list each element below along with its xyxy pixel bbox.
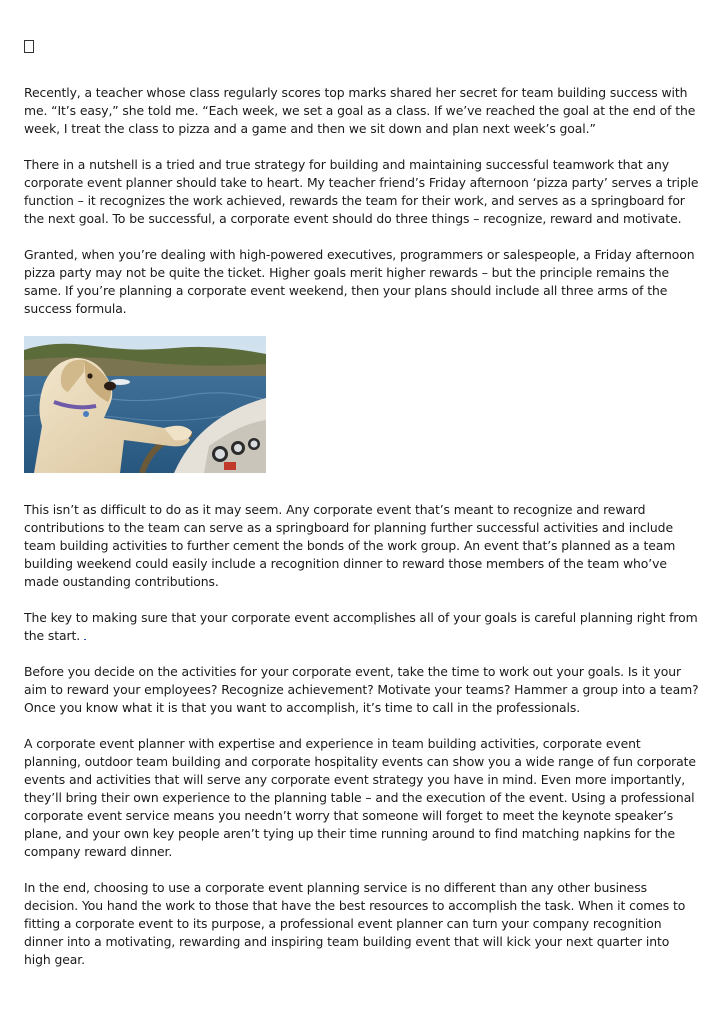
paragraph-planner-expertise: A corporate event planner with expertise and experience in team building activities, corporate event planning, outdoor team building and corporate hospitality events can show you a wide range of fun corporate events and activities that will serve any corporate event strategy you have in mind. Even more importantly, they’ll bring their own experience to the planning table – and the execution of the event. Using a professional corporate event service means you needn’t worry that someone will forget to meet the keynote speaker’s plane, and your own key people aren’t tying up their time running around to find matching napkins for the company reward dinner. xyxy=(24,736,696,859)
inline-link[interactable] xyxy=(84,639,86,640)
missing-glyph-icon xyxy=(24,40,34,53)
paragraph-teacher-story: Recently, a teacher whose class regularly scores top marks shared her secret for team building success with me. “It’s easy,” she told me. “Each week, we set a goal as a class. If we’ve reached the goal at the end of the week, I treat the class to pizza and a game and then we sit down and plan next week’s goal.” xyxy=(24,85,696,136)
paragraph-goals: Before you decide on the activities for your corporate event, take the time to work out your goals. Is it your aim to reward your employees? Recognize achievement? Motivate your teams? Hammer a group into a team? Once you know what it is that you want to accomplish, it’s time to call in the professionals. xyxy=(24,664,699,715)
paragraph-key-planning xyxy=(24,609,699,645)
paragraph-nutshell: There in a nutshell is a tried and true strategy for building and maintaining successful teamwork that any corporate event planner should take to heart. My teacher friend’s Friday afternoon ‘pizza party’ serves a triple function – it recognizes the work achieved, rewards the team for their work, and serves as a springboard for the next goal. To be successful, a corporate event should do three things – recognize, reward and motivate. xyxy=(24,157,699,226)
key-paragraph-text: The key to making sure that your corporate event accomplishes all of your goals is careful planning right from the start. xyxy=(24,610,698,643)
article xyxy=(24,40,699,987)
paragraph-in-the-end: In the end, choosing to use a corporate event planning service is no different than any other business decision. You hand the work to those that have the best resources to accomplish the task. When it comes to fitting a corporate event to its purpose, a professional event planner can turn your company recognition dinner into a motivating, rewarding and inspiring team building event that will kick your next quarter into high gear. xyxy=(24,880,686,967)
dog-driving-boat-photo xyxy=(24,336,266,473)
paragraph-springboard: This isn’t as difficult to do as it may seem. Any corporate event that’s meant to recognize and reward contributions to the team can serve as a springboard for planning further successful activities and include team building activities to further cement the bonds of the work group. An event that’s planned as a team building weekend could easily include a recognition dinner to reward those members of the team who’ve made oustanding contributions. xyxy=(24,502,676,589)
paragraph-granted: Granted, when you’re dealing with high-powered executives, programmers or salespeople, a Friday afternoon pizza party may not be quite the ticket. Higher goals merit higher rewards – but the principle remains the same. If you’re planning a corporate event weekend, then your plans should include all three arms of the success formula. xyxy=(24,247,695,316)
